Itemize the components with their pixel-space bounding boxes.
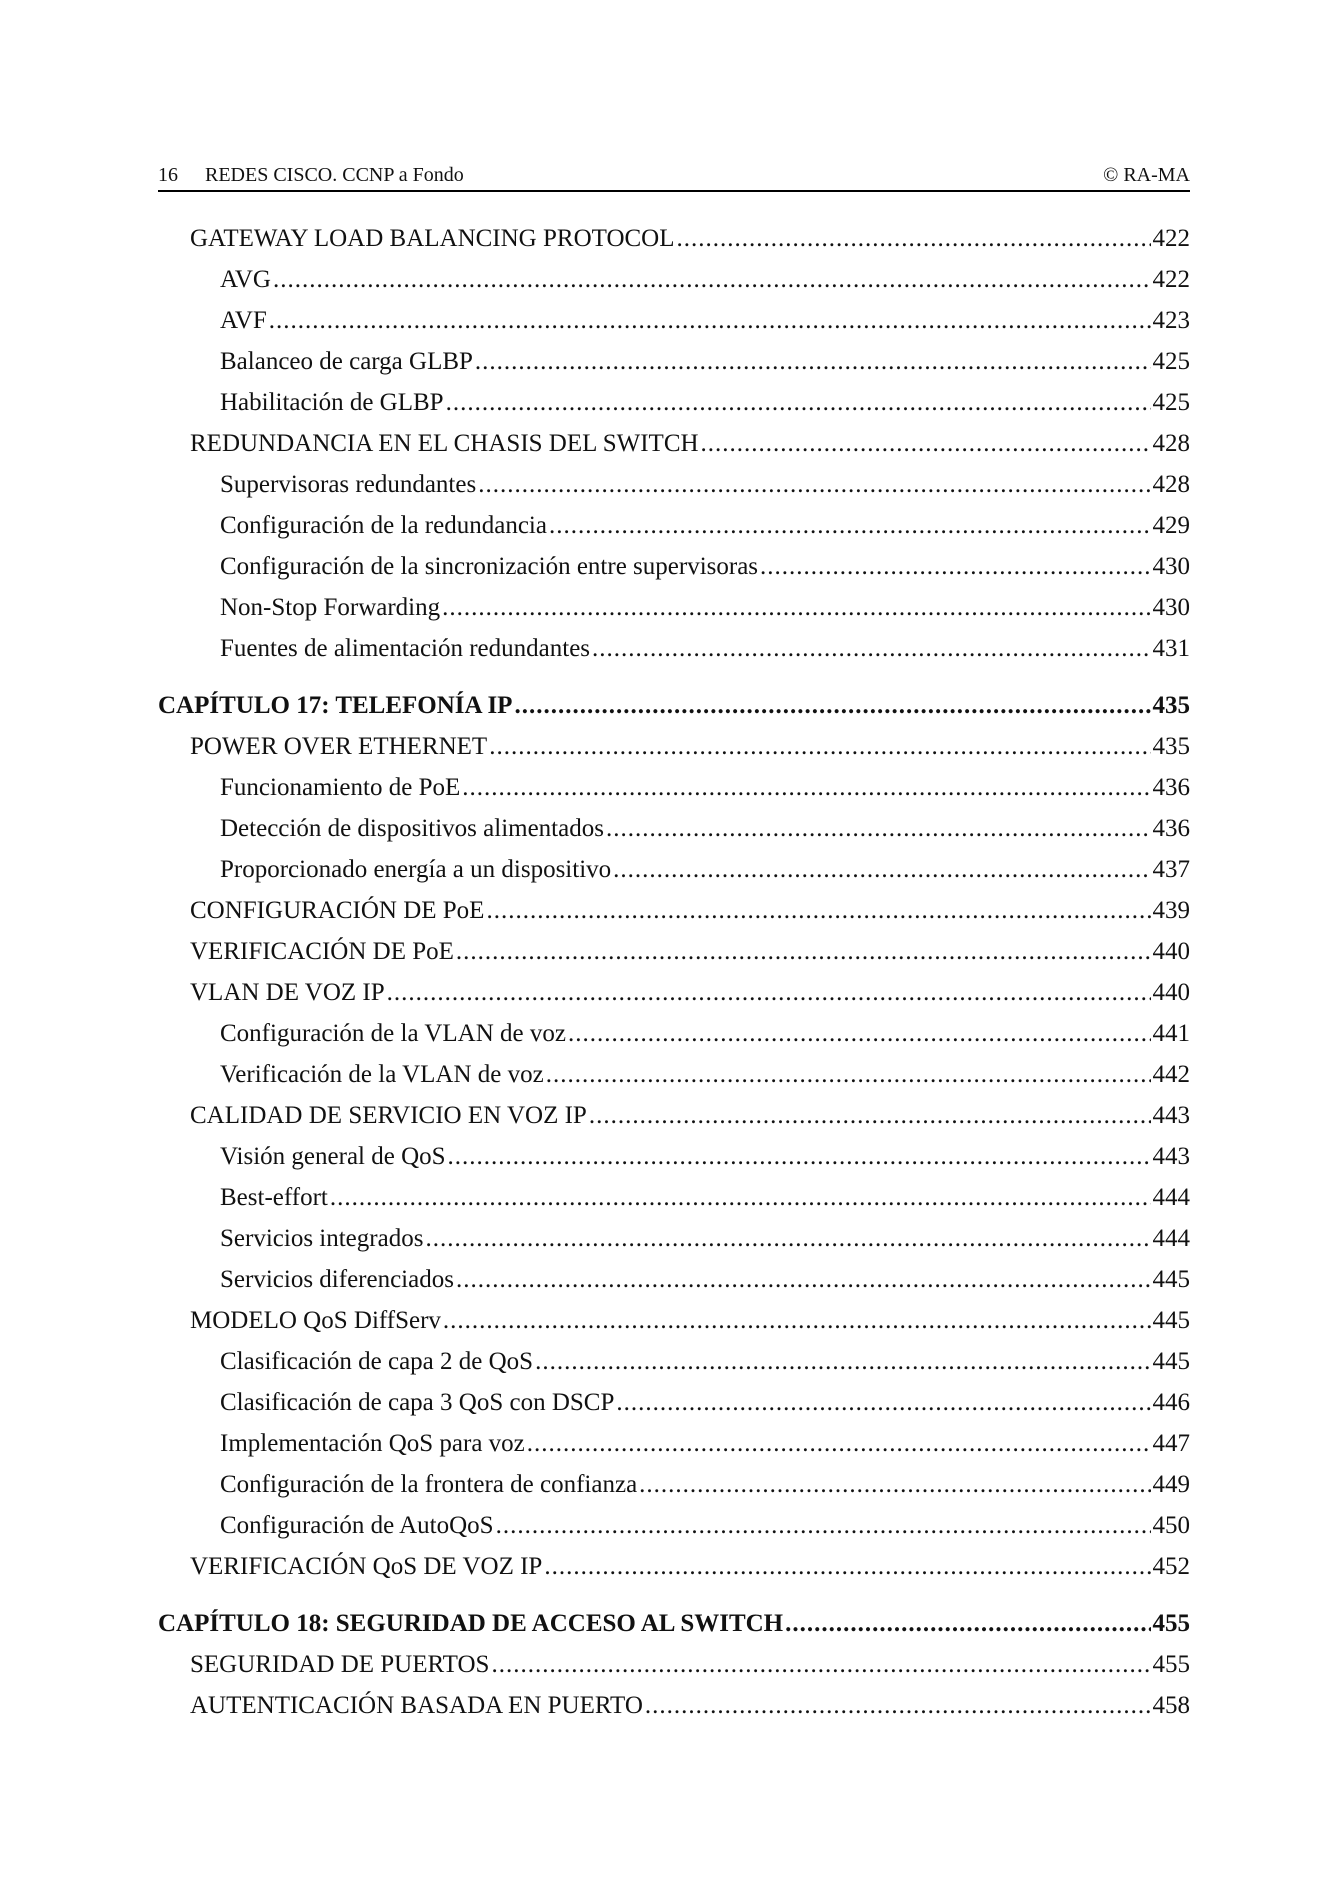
toc-entry-title: Clasificación de capa 3 QoS con DSCP [220,1389,615,1416]
toc-entry-title: VLAN DE VOZ IP [190,979,385,1006]
toc-entry [158,1685,1190,1726]
toc-entry-title: Detección de dispositivos alimentados [220,815,604,842]
toc-entry [158,890,1190,931]
dot-leader [785,1603,1150,1644]
dot-leader [478,464,1150,505]
dot-leader [589,1095,1151,1136]
toc-entry-page: 428 [1152,430,1190,457]
toc-entry [158,726,1190,767]
toc-entry-title: Supervisoras redundantes [220,471,477,498]
dot-leader [549,505,1151,546]
dot-leader [606,808,1151,849]
toc-entry-page: 435 [1152,692,1190,719]
toc-entry [158,628,1190,669]
toc-entry-page: 444 [1152,1184,1190,1211]
toc-entry-title: Verificación de la VLAN de voz [220,1061,544,1088]
dot-leader [527,1423,1151,1464]
toc-entry-title: Balanceo de carga GLBP [220,348,473,375]
toc-entry-page: 446 [1152,1389,1190,1416]
dot-leader [639,1464,1150,1505]
toc-entry [158,218,1190,259]
dot-leader [462,767,1150,808]
toc-entry [158,1546,1190,1587]
toc-entry-page: 458 [1152,1692,1190,1719]
toc-entry-title: SEGURIDAD DE PUERTOS [190,1651,490,1678]
toc-entry-title: Clasificación de capa 2 de QoS [220,1348,534,1375]
toc-entry [158,1423,1190,1464]
toc-entry-page: 455 [1152,1651,1190,1678]
toc-entry-title: Habilitación de GLBP [220,389,444,416]
dot-leader [273,259,1151,300]
toc-entry-title: Non-Stop Forwarding [220,594,441,621]
dot-leader [486,890,1150,931]
page-number: 16 [158,164,178,186]
table-of-contents [158,218,1190,1726]
toc-entry-title: Proporcionado energía a un dispositivo [220,856,612,883]
toc-entry [158,767,1190,808]
toc-entry-page: 435 [1152,733,1190,760]
toc-entry-page: 444 [1152,1225,1190,1252]
dot-leader [456,931,1151,972]
dot-leader [613,849,1150,890]
toc-entry [158,259,1190,300]
toc-entry-title: Servicios integrados [220,1225,424,1252]
publisher-mark: © RA-MA [1103,164,1190,186]
toc-entry [158,1464,1190,1505]
toc-entry-title: VERIFICACIÓN DE PoE [190,938,454,965]
toc-entry-page: 452 [1152,1553,1190,1580]
toc-entry [158,546,1190,587]
toc-entry-page: 441 [1152,1020,1190,1047]
toc-entry-title: Implementación QoS para voz [220,1430,525,1457]
toc-entry-page: 436 [1152,774,1190,801]
toc-entry [158,1054,1190,1095]
dot-leader [535,1341,1150,1382]
toc-entry [158,1177,1190,1218]
toc-entry-page: 449 [1152,1471,1190,1498]
toc-entry [158,587,1190,628]
toc-entry [158,1218,1190,1259]
toc-entry [158,1300,1190,1341]
toc-entry-title: CAPÍTULO 17: TELEFONÍA IP [158,692,513,719]
dot-leader [443,1300,1151,1341]
toc-entry-title: Configuración de la redundancia [220,512,547,539]
toc-entry-page: 443 [1152,1102,1190,1129]
toc-entry [158,1013,1190,1054]
toc-entry-title: CAPÍTULO 18: SEGURIDAD DE ACCESO AL SWITCH [158,1610,784,1637]
toc-entry [158,1259,1190,1300]
dot-leader [645,1685,1151,1726]
toc-entry-title: CONFIGURACIÓN DE PoE [190,897,485,924]
dot-leader [568,1013,1151,1054]
toc-entry [158,808,1190,849]
dot-leader [269,300,1151,341]
toc-entry-title: Configuración de AutoQoS [220,1512,494,1539]
dot-leader [446,382,1151,423]
toc-entry-page: 440 [1152,979,1190,1006]
toc-entry-page: 445 [1152,1348,1190,1375]
toc-entry-page: 445 [1152,1307,1190,1334]
toc-entry-title: REDUNDANCIA EN EL CHASIS DEL SWITCH [190,430,699,457]
dot-leader [496,1505,1151,1546]
toc-entry-title: AVG [220,266,271,293]
dot-leader [387,972,1151,1013]
toc-entry-title: AUTENTICACIÓN BASADA EN PUERTO [190,1692,643,1719]
toc-entry-title: Fuentes de alimentación redundantes [220,635,591,662]
dot-leader [592,628,1150,669]
dot-leader [330,1177,1151,1218]
toc-entry-page: 430 [1152,594,1190,621]
dot-leader [442,587,1150,628]
toc-entry [158,300,1190,341]
toc-entry-title: Configuración de la sincronización entre supervisoras [220,553,759,580]
dot-leader [701,423,1151,464]
toc-entry [158,1341,1190,1382]
dot-leader [544,1546,1150,1587]
toc-entry [158,1644,1190,1685]
book-title: REDES CISCO. CCNP a Fondo [205,164,464,186]
toc-entry [158,464,1190,505]
toc-entry-title: Funcionamiento de PoE [220,774,461,801]
toc-entry-title: GATEWAY LOAD BALANCING PROTOCOL [190,225,675,252]
toc-entry [158,341,1190,382]
toc-entry [158,382,1190,423]
toc-entry [158,1095,1190,1136]
toc-entry-title: VERIFICACIÓN QoS DE VOZ IP [190,1553,543,1580]
toc-chapter-entry [158,1603,1190,1644]
toc-entry-title: Servicios diferenciados [220,1266,454,1293]
dot-leader [514,685,1150,726]
toc-entry [158,505,1190,546]
dot-leader [456,1259,1151,1300]
toc-entry-page: 450 [1152,1512,1190,1539]
dot-leader [491,1644,1150,1685]
toc-entry-page: 455 [1152,1610,1190,1637]
toc-entry-title: Best-effort [220,1184,328,1211]
toc-entry-page: 447 [1152,1430,1190,1457]
toc-entry-page: 422 [1152,266,1190,293]
dot-leader [546,1054,1151,1095]
toc-entry-page: 428 [1152,471,1190,498]
toc-entry-title: MODELO QoS DiffServ [190,1307,441,1334]
toc-entry-title: AVF [220,307,267,334]
toc-entry [158,423,1190,464]
toc-entry-page: 431 [1152,635,1190,662]
toc-entry-page: 423 [1152,307,1190,334]
dot-leader [677,218,1151,259]
toc-entry-page: 442 [1152,1061,1190,1088]
toc-entry-page: 440 [1152,938,1190,965]
toc-entry [158,849,1190,890]
toc-entry-title: POWER OVER ETHERNET [190,733,488,760]
dot-leader [448,1136,1151,1177]
toc-entry-page: 425 [1152,348,1190,375]
toc-chapter-entry [158,685,1190,726]
dot-leader [616,1382,1150,1423]
toc-entry-title: CALIDAD DE SERVICIO EN VOZ IP [190,1102,587,1129]
toc-entry [158,1382,1190,1423]
toc-entry-page: 436 [1152,815,1190,842]
toc-entry-page: 425 [1152,389,1190,416]
toc-entry-page: 443 [1152,1143,1190,1170]
toc-entry-page: 445 [1152,1266,1190,1293]
dot-leader [425,1218,1150,1259]
toc-entry-title: Configuración de la frontera de confianza [220,1471,638,1498]
running-header [158,160,1190,192]
toc-entry-page: 439 [1152,897,1190,924]
toc-entry [158,1136,1190,1177]
dot-leader [475,341,1151,382]
dot-leader [760,546,1150,587]
toc-entry-title: Configuración de la VLAN de voz [220,1020,566,1047]
header-left [158,164,464,187]
toc-entry-page: 422 [1152,225,1190,252]
toc-entry [158,1505,1190,1546]
toc-entry-page: 429 [1152,512,1190,539]
toc-entry [158,931,1190,972]
dot-leader [489,726,1150,767]
toc-entry-page: 430 [1152,553,1190,580]
toc-entry [158,972,1190,1013]
toc-entry-page: 437 [1152,856,1190,883]
toc-entry-title: Visión general de QoS [220,1143,446,1170]
